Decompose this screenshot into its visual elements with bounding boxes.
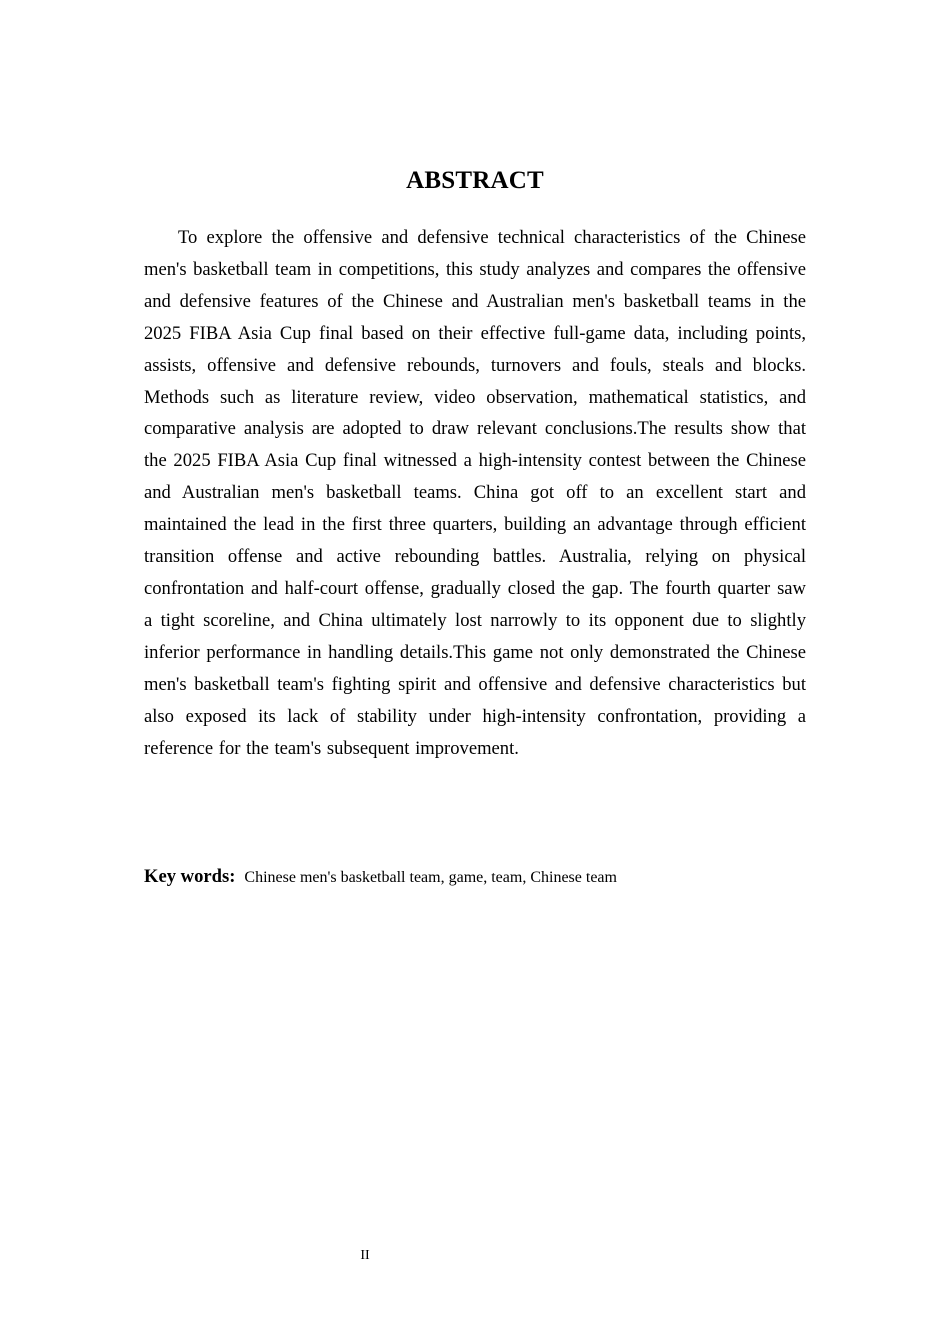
keywords-label: Key words: <box>144 866 236 887</box>
keywords-values: Chinese men's basketball team, game, team, Chinese team <box>244 869 617 886</box>
abstract-title: ABSTRACT <box>406 167 544 194</box>
keywords-line <box>144 862 806 893</box>
page-number: II <box>360 1248 370 1263</box>
abstract-body: To explore the offensive and defensive technical characteristics of the Chinese men's basketball team in competitions, this study analyzes and compares the offensive and defensive features of the Chinese and Australian men's basketball teams in the 2025 FIBA Asia Cup final based on their effective full-game data, including points, assists, offensive and defensive rebounds, turnovers and fouls, steals and blocks. Methods such as literature review, video observation, mathematical statistics, and comparative analysis are adopted to draw relevant conclusions.The results show that the 2025 FIBA Asia Cup final witnessed a high-intensity contest between the Chinese and Australian men's basketball teams. China got off to an excellent start and maintained the lead in the first three quarters, building an advantage through efficient transition offense and active rebounding battles. Australia, relying on physical confrontation and half-court offense, gradually closed the gap. The fourth quarter saw a tight scoreline, and China ultimately lost narrowly to its opponent due to slightly inferior performance in handling details.This game not only demonstrated the Chinese men's basketball team's fighting spirit and offensive and defensive characteristics but also exposed its lack of stability under high-intensity confrontation, providing a reference for the team's subsequent improvement. <box>144 227 806 759</box>
